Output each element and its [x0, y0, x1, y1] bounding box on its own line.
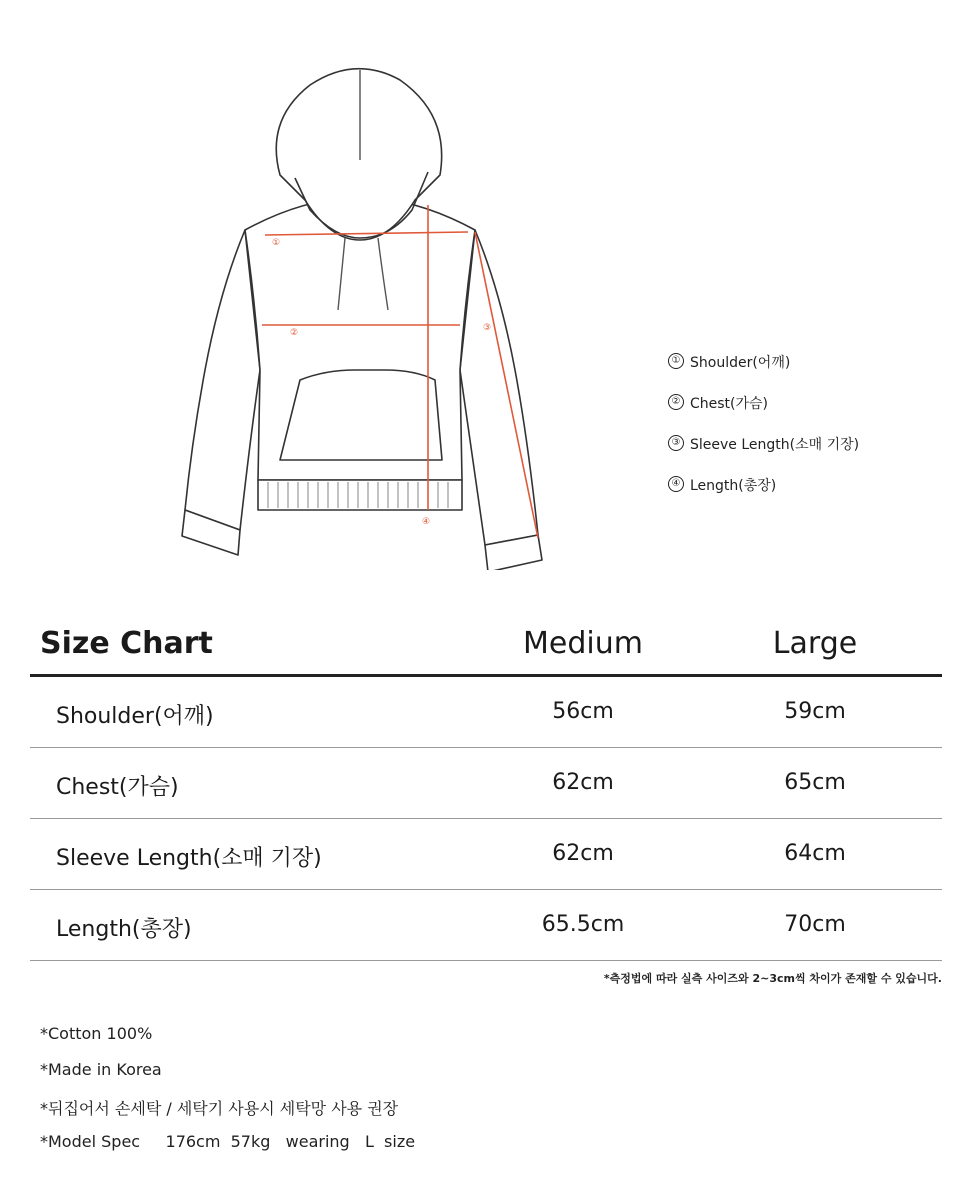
row-label: Chest(가슴)	[56, 775, 179, 800]
row-label: Shoulder(어깨)	[56, 704, 214, 729]
legend-item-chest	[668, 393, 859, 434]
legend-label: Sleeve Length(소매 기장)	[690, 437, 860, 453]
large-value: 64cm	[784, 841, 846, 866]
large-value: 65cm	[784, 770, 846, 795]
medium-value: 56cm	[552, 699, 614, 724]
kangaroo-pocket	[280, 370, 442, 460]
legend-number: ③	[668, 435, 684, 451]
large-value: 59cm	[784, 699, 846, 724]
legend-label: Shoulder(어깨)	[690, 355, 791, 371]
table-row	[30, 677, 942, 748]
legend-number: ①	[668, 353, 684, 369]
row-label: Sleeve Length(소매 기장)	[56, 846, 322, 871]
legend-number: ②	[668, 394, 684, 410]
origin-spec: *Made in Korea	[40, 1060, 162, 1079]
table-row	[30, 890, 942, 961]
column-header-large: Large	[772, 626, 858, 661]
marker-2: ②	[290, 328, 299, 338]
table-header	[30, 612, 942, 677]
legend-item-shoulder	[668, 352, 859, 393]
legend-item-length	[668, 475, 859, 516]
bottom-rib	[258, 480, 462, 510]
large-value: 70cm	[784, 912, 846, 937]
column-header-medium: Medium	[523, 626, 643, 661]
hoodie-diagram	[150, 40, 570, 570]
material-spec: *Cotton 100%	[40, 1024, 153, 1043]
legend-label: Length(총장)	[690, 478, 777, 494]
table-title: Size Chart	[40, 626, 213, 661]
size-chart-table	[30, 612, 942, 961]
medium-value: 65.5cm	[541, 912, 625, 937]
left-sleeve	[185, 230, 260, 530]
care-instructions: *뒤집어서 손세탁 / 세탁기 사용시 세탁망 사용 권장	[40, 1099, 399, 1118]
table-row	[30, 748, 942, 819]
marker-1: ①	[272, 238, 281, 248]
measurement-legend	[668, 352, 859, 516]
model-spec: *Model Spec 176cm 57kg wearing L size	[40, 1132, 416, 1151]
marker-3: ③	[483, 323, 492, 333]
legend-label: Chest(가슴)	[690, 396, 769, 412]
product-specs	[40, 1024, 415, 1168]
table-row	[30, 819, 942, 890]
right-sleeve	[460, 230, 538, 545]
medium-value: 62cm	[552, 770, 614, 795]
measurement-note: *측정법에 따라 실측 사이즈와 2~3cm씩 차이가 존재할 수 있습니다.	[603, 972, 942, 985]
row-label: Length(총장)	[56, 917, 192, 942]
medium-value: 62cm	[552, 841, 614, 866]
legend-number: ④	[668, 476, 684, 492]
marker-4: ④	[422, 517, 431, 527]
legend-item-sleeve	[668, 434, 859, 475]
